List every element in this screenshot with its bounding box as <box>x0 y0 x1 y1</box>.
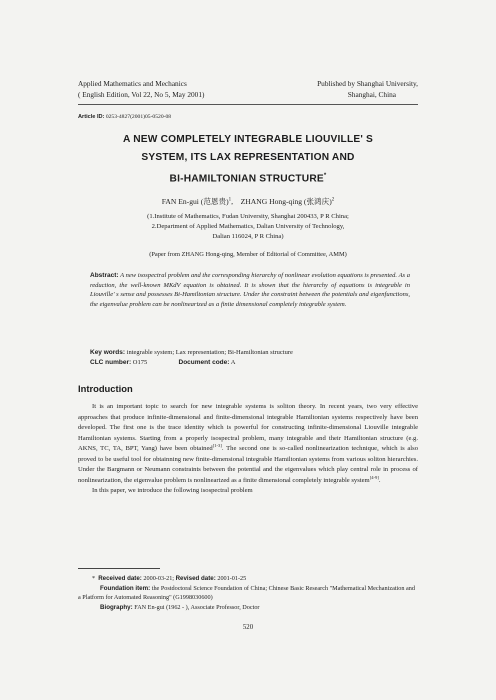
doc-code-value: A <box>230 358 236 366</box>
author-1: FAN En-gui (范恩贵) <box>161 197 229 206</box>
publisher-location: Shanghai, China <box>347 89 396 99</box>
journal-issue: ( English Edition, Vol 22, No 5, May 2001) <box>78 89 205 99</box>
paragraph-1-end: . <box>378 476 381 484</box>
page-number: 520 <box>242 624 254 631</box>
footnote-biography <box>78 603 418 613</box>
footnotes <box>78 574 418 612</box>
footnote-divider <box>78 568 160 569</box>
title-footnote-mark: * <box>323 173 327 179</box>
citation-2: [4-9] <box>369 474 379 480</box>
paper-title <box>78 131 418 188</box>
article-id-label: Article ID: <box>78 114 105 120</box>
paper-from-note: (Paper from ZHANG Hong-qing, Member of Editorial of Committee, AMM) <box>149 251 347 258</box>
journal-header <box>78 79 204 100</box>
paragraph-2: In this paper, we introduce the following isospectral problem <box>92 487 253 494</box>
affiliations <box>78 212 418 241</box>
article-id-value: 0253-4827(2001)05-0520-08 <box>105 114 172 120</box>
paragraph-1-part-1: It is an important topic to search for new integrable systems is soliton theory. In recent years, two very effective approaches that produce infinite-dimensional and finite-dimensional integrable Hamiltonian systems respectively have been developed. The first one is the trace identity which is powerful for constructing infinite-dimensional Liouville integrable Hamiltonian systems. Starting from a properly isospectral problem, many integrable and their Hamiltonian structure (e.g. AKNS, TC, TA, BPT, Yang) have been obtained <box>78 403 418 452</box>
publisher-name: Published by Shanghai University, <box>317 79 418 88</box>
paragraph-1-part-2: . The second one is so-called nonlinearization technique, which is also proved to be useful tool for obtainning new finite-dimensional integrable Hamiltonian systems from various soliton hierarchies. Under the Bargmann or Neumann constraints between the potential and the eigenvalues which play central role in process of nonlinearization, the eigenvalue problem is nonlinearized as a finite dimensional completely integrable system <box>78 445 418 484</box>
foundation-label: Foundation item: <box>100 584 151 592</box>
foundation-value: the Postdoctoral Science Foundation of China; Chinese Basic Research "Mathematical Mechanization and a Platform for Automated Reasoning" (G1998030600) <box>78 584 415 602</box>
revised-label: Revised date: <box>175 575 216 582</box>
clc-value: O175 <box>132 358 148 366</box>
title-line-1: A NEW COMPLETELY INTEGRABLE LIOUVILLE' S <box>122 134 374 145</box>
doc-code-label: Document code: <box>178 358 230 366</box>
paragraph-1 <box>78 402 418 486</box>
footnote-dates <box>78 574 418 584</box>
received-label: Received date: <box>98 575 142 582</box>
author-separator: , <box>231 197 234 206</box>
affiliation-line-2: 2.Department of Applied Mathematics, Dalian University of Technology, <box>151 222 345 230</box>
keywords-value: integrable system; Lax representation; Bi-Hamiltonian structure <box>126 349 293 356</box>
publisher-header <box>317 79 418 100</box>
biography-label: Biography: <box>100 603 133 611</box>
author-2-affil-mark: 2 <box>331 197 335 203</box>
article-id <box>78 114 171 120</box>
abstract <box>90 271 410 310</box>
section-title: Introduction <box>78 383 133 394</box>
author-2: ZHANG Hong-qing (张鸿庆) <box>240 197 332 206</box>
abstract-text: A new isospectral problem and the corresponding hierarchy of nonlinear evolution equations is presented. As a reduction, the well-known MKdV equation is obtained. It is shown that the hierarchy of equations is integrable in Liouville' s sense and possesses Bi-Hamiltonian structure. Under the constraint between the potentials and eigenfunctions, the eigenvalue problem can be nonlinearized as a finite dimensional completely integrable system. <box>90 272 410 309</box>
biography-value: FAN En-gui (1962 - ), Associate Professor, Doctor <box>134 603 260 611</box>
journal-name: Applied Mathematics and Mechanics <box>78 79 187 88</box>
keywords-block <box>90 348 410 367</box>
title-line-3: BI-HAMILTONIAN STRUCTURE <box>169 173 324 185</box>
affiliation-line-3: Dalian 116024, P R China) <box>212 232 284 240</box>
authors <box>78 196 418 207</box>
keywords-line <box>90 348 410 358</box>
clc-label: CLC number: <box>90 358 132 366</box>
footnote-asterisk: * <box>92 575 99 582</box>
received-value: 2000-03-21; <box>143 575 175 582</box>
introduction-body <box>78 402 418 497</box>
keywords-label: Key words: <box>90 349 126 356</box>
title-line-2: SYSTEM, ITS LAX REPRESENTATION AND <box>141 152 355 163</box>
footnote-foundation <box>78 584 418 603</box>
affiliation-line-1: (1.Institute of Mathematics, Fudan University, Shanghai 200433, P R China; <box>147 213 349 220</box>
classification-line <box>90 358 410 368</box>
citation-1: [1-3] <box>212 442 222 448</box>
header-divider <box>78 104 418 105</box>
abstract-label: Abstract: <box>90 272 119 279</box>
revised-value: 2001-01-25 <box>217 575 247 582</box>
author-1-affil-mark: 1 <box>228 197 232 203</box>
